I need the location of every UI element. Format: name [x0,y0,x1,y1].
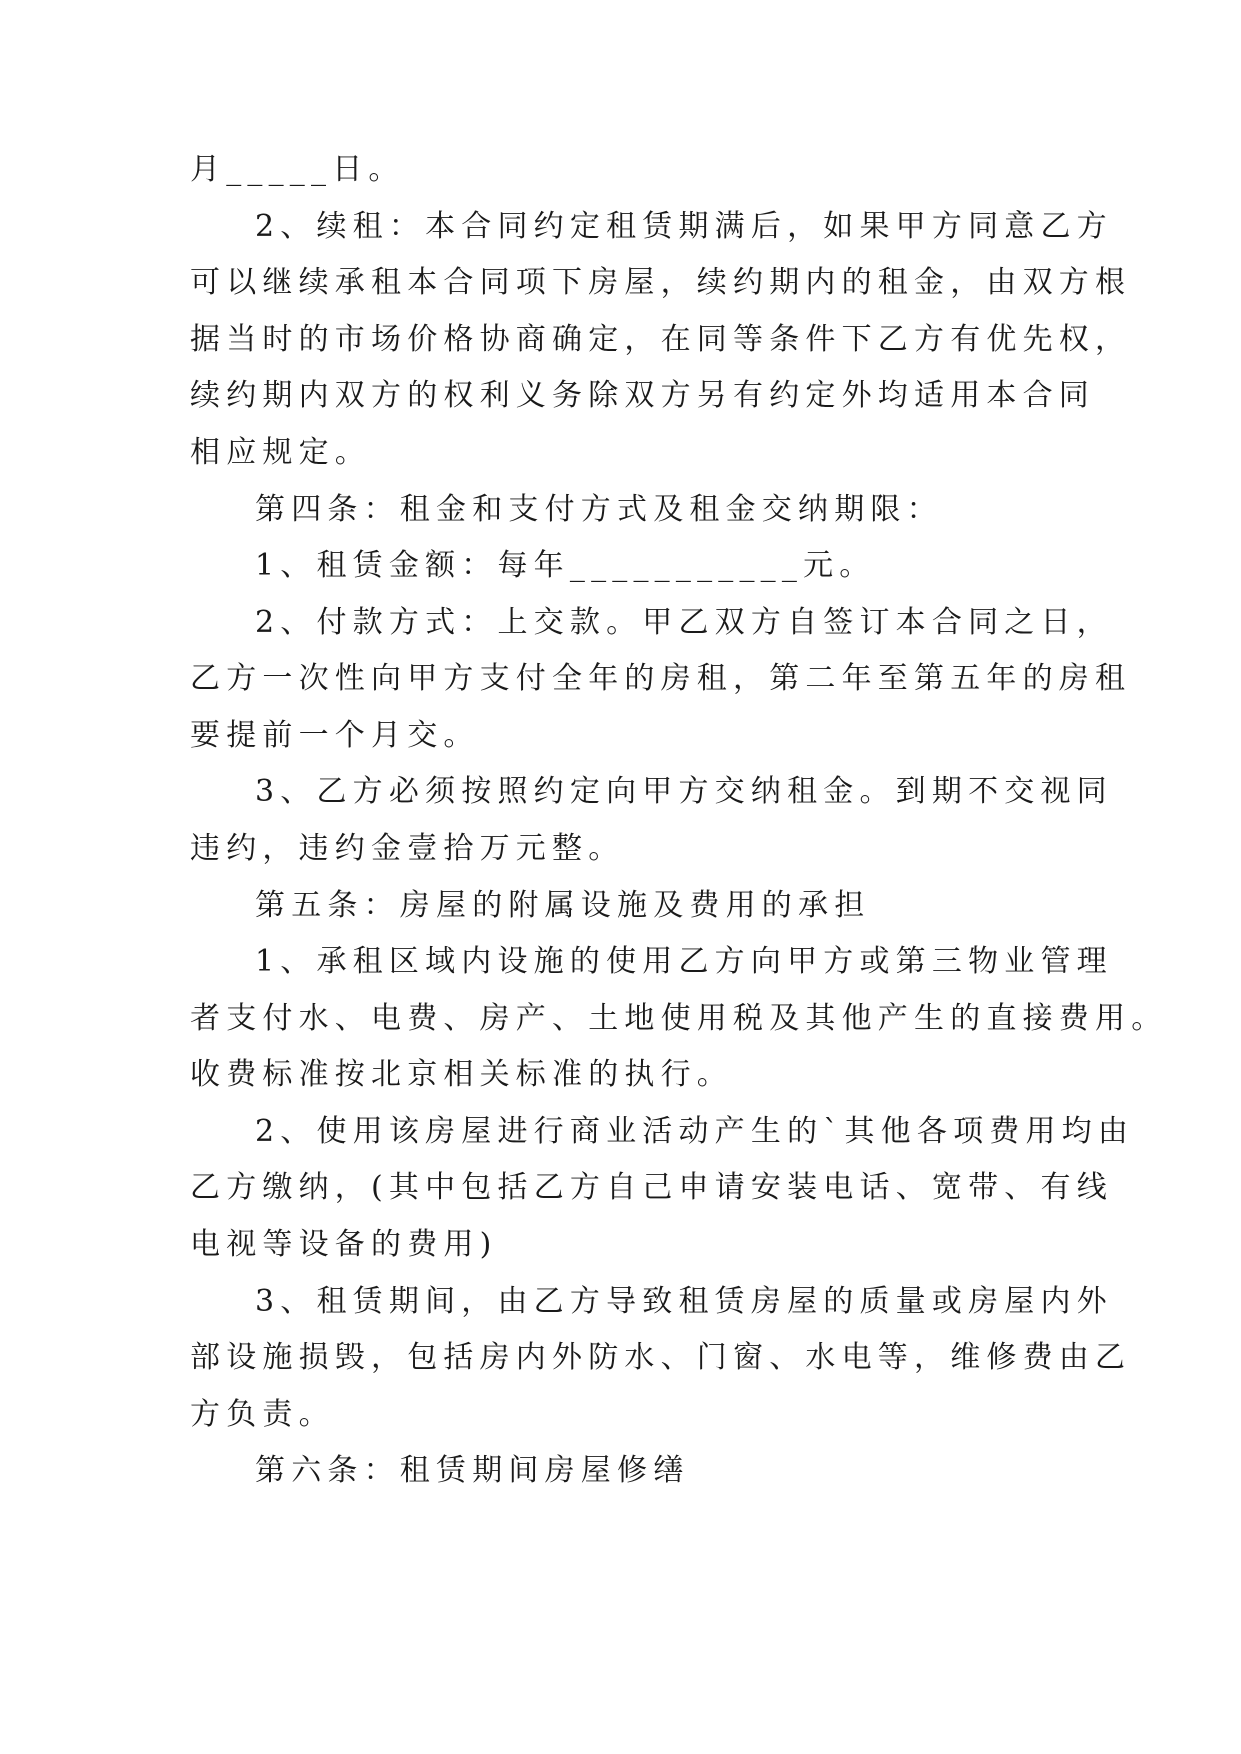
text-line: 1、承租区域内设施的使用乙方向甲方或第三物业管理 [255,944,1113,979]
text-line: 可以继续承租本合同项下房屋，续约期内的租金，由双方根 [190,265,1132,300]
text-line: 2、使用该房屋进行商业活动产生的`其他各项费用均由 [255,1114,1135,1149]
text-line: 乙方一次性向甲方支付全年的房租，第二年至第五年的房租 [190,661,1132,696]
text-line: 续约期内双方的权利义务除双方另有约定外均适用本合同 [190,378,1095,413]
text-line: 1、租赁金额：每年___________元。 [255,548,876,583]
text-line: 违约，违约金壹拾万元整。 [190,831,625,866]
text-line: 要提前一个月交。 [190,718,480,753]
section-heading: 第五条：房屋的附属设施及费用的承担 [255,888,871,923]
text-line: 者支付水、电费、房产、土地使用税及其他产生的直接费用。 [190,1001,1168,1036]
text-line: 相应规定。 [190,435,371,470]
text-line: 电视等设备的费用) [190,1227,498,1262]
text-line: 乙方缴纳，(其中包括乙方自己申请安装电话、宽带、有线 [190,1170,1113,1205]
text-line: 部设施损毁，包括房内外防水、门窗、水电等，维修费由乙 [190,1340,1132,1375]
text-line: 收费标准按北京相关标准的执行。 [190,1057,733,1092]
text-line: 3、乙方必须按照约定向甲方交纳租金。到期不交视同 [255,774,1113,809]
section-heading: 第四条：租金和支付方式及租金交纳期限： [255,492,943,527]
text-line: 3、租赁期间，由乙方导致租赁房屋的质量或房屋内外 [255,1284,1113,1319]
text-line: 2、续租：本合同约定租赁期满后，如果甲方同意乙方 [255,209,1113,244]
section-heading: 第六条：租赁期间房屋修缮 [255,1453,690,1488]
text-line: 据当时的市场价格协商确定，在同等条件下乙方有优先权， [190,322,1132,357]
text-line: 方负责。 [190,1397,335,1432]
text-line: 2、付款方式：上交款。甲乙双方自签订本合同之日， [255,605,1113,640]
text-line: 月_____日。 [190,152,405,187]
